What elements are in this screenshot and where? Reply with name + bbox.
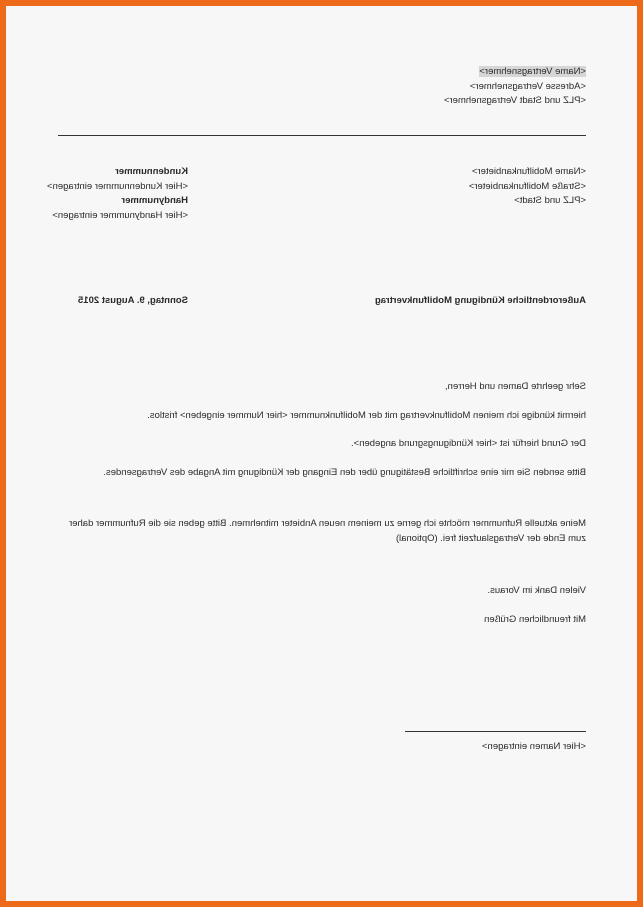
recipient-street: <Straße Mobilfunkanbieter>	[468, 180, 586, 192]
letter-date: Sonntag, 9. August 2015	[78, 295, 188, 306]
paragraph-number-porting: Meine aktuelle Rufnummer möchte ich gerne zu meinem neuen Anbieter mitnehmen. Bitte geben sie die Rufnummer daher zum Ende der Vertragslaufzeit frei. (Optional)	[69, 518, 586, 544]
sender-name: <Name Vertragsnehmer>	[479, 66, 586, 77]
customer-info-block	[47, 165, 188, 223]
recipient-city: <PLZ und Stadt>	[514, 195, 586, 206]
paragraph-confirmation: Bitte senden Sie mir eine schriftliche Bestätigung über den Eingang der Kündigung mit Angabe des Vertragsendes.	[103, 466, 586, 478]
sender-city: <PLZ und Stadt Vertragsnehmer>	[443, 95, 586, 106]
letter-body	[66, 380, 586, 627]
paragraph-reason: Der Grund hierfür ist <hier Kündigungsgrund angeben>.	[350, 438, 586, 449]
customer-number-label: Kundennummer	[115, 166, 188, 177]
recipient-block	[469, 165, 586, 209]
sender-block	[444, 65, 586, 109]
salutation: Sehr geehrte Damen und Herren,	[445, 381, 586, 392]
closing-line: Mit freundlichen Grüßen	[484, 613, 586, 625]
phone-number-value: <Hier Handynummer eintragen>	[52, 209, 188, 221]
customer-number-value: <Hier Kundennummer eintragen>	[46, 180, 188, 192]
letter-page	[6, 6, 637, 901]
paragraph-cancellation: hiermit kündige ich meinen Mobilfunkvertrag mit der Mobilfunknummer <hier Nummer eingeben> fristlos.	[147, 409, 586, 421]
sender-address: <Adresse Vertragsnehmer>	[469, 80, 586, 92]
phone-number-label: Handynummer	[121, 195, 188, 206]
signature-name: <Hier Namen eintragen>	[481, 741, 586, 752]
recipient-name: <Name Mobilfunkanbieter>	[471, 166, 586, 177]
thanks-line: Vielen Dank im Voraus.	[487, 585, 586, 596]
header-divider	[58, 135, 586, 136]
letter-subject: Außerordentliche Kündigung Mobilfunkvertrag	[374, 295, 586, 306]
signature-line	[405, 731, 586, 732]
mirrored-letter	[6, 6, 637, 901]
